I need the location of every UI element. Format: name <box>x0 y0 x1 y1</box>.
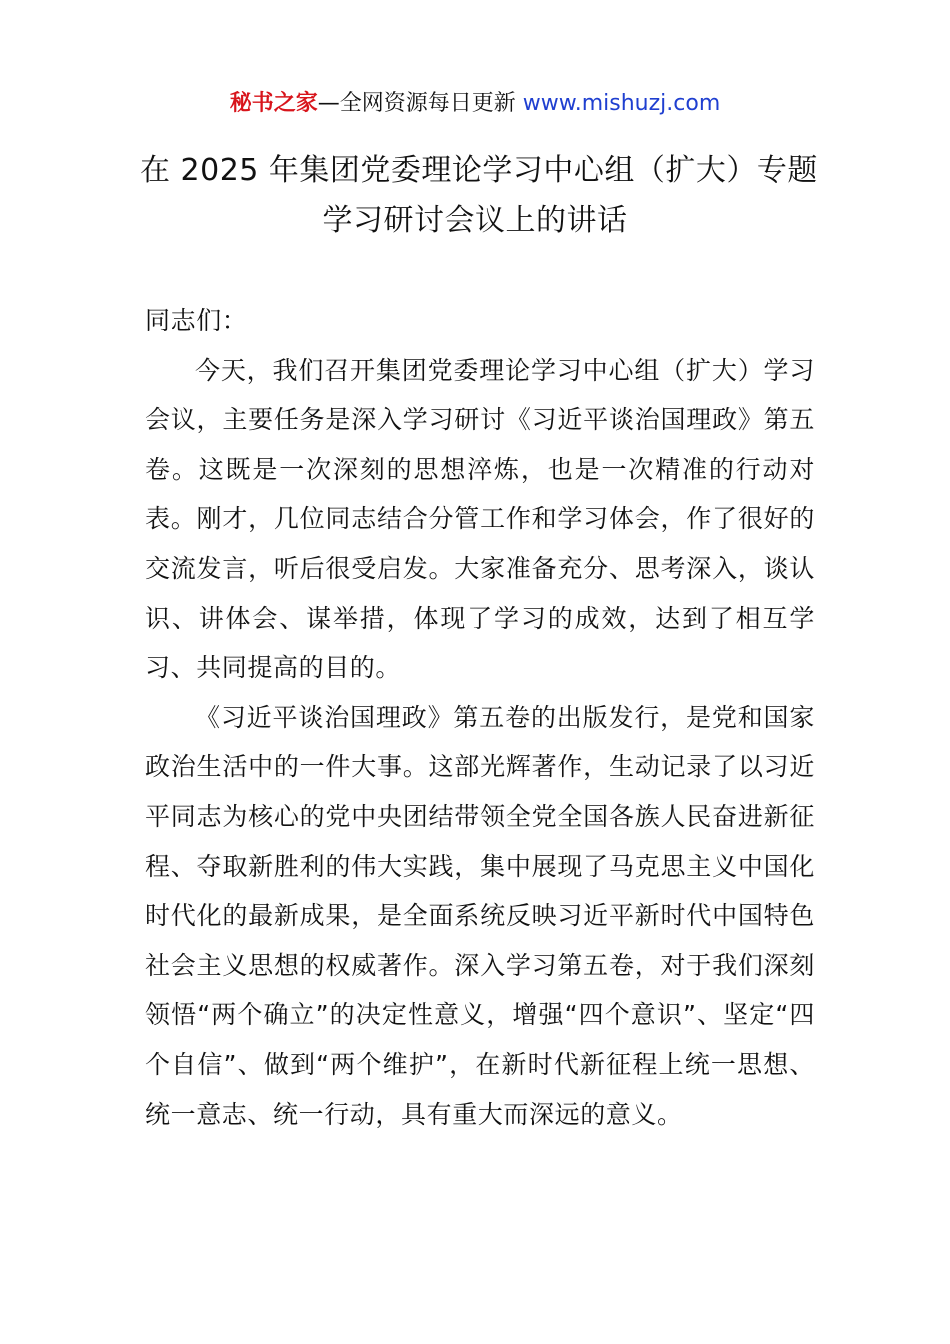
document-title <box>140 146 818 246</box>
header-tagline: —全网资源每日更新 <box>317 91 516 116</box>
site-url-link[interactable]: www.mishuzj.com <box>522 91 721 116</box>
document-body <box>145 296 815 1139</box>
brand-name: 秘书之家 <box>229 91 318 116</box>
title-line-2: 学习研讨会议上的讲话 <box>322 203 628 238</box>
site-header <box>0 88 950 120</box>
body-paragraph-1: 今天，我们召开集团党委理论学习中心组（扩大）学习会议，主要任务是深入学习研讨《习近平谈治国理政》第五卷。这既是一次深刻的思想淬炼，也是一次精准的行动对表。刚才，几位同志结合分管工作和学习体会，作了很好的交流发言，听后很受启发。大家准备充分、思考深入，谈认识、讲体会、谋举措，体现了学习的成效，达到了相互学习、共同提高的目的。 <box>145 355 815 683</box>
salutation: 同志们： <box>145 306 248 335</box>
title-line-1: 在 2025 年集团党委理论学习中心组（扩大）专题 <box>140 153 818 188</box>
body-paragraph-2: 《习近平谈治国理政》第五卷的出版发行，是党和国家政治生活中的一件大事。这部光辉著作，生动记录了以习近平同志为核心的党中央团结带领全党全国各族人民奋进新征程、夺取新胜利的伟大实践，集中展现了马克思主义中国化时代化的最新成果，是全面系统反映习近平新时代中国特色社会主义思想的权威著作。深入学习第五卷，对于我们深刻领悟“两个确立”的决定性意义，增强“四个意识”、坚定“四个自信”、做到“两个维护”，在新时代新征程上统一思想、统一意志、统一行动，具有重大而深远的意义。 <box>145 702 815 1129</box>
